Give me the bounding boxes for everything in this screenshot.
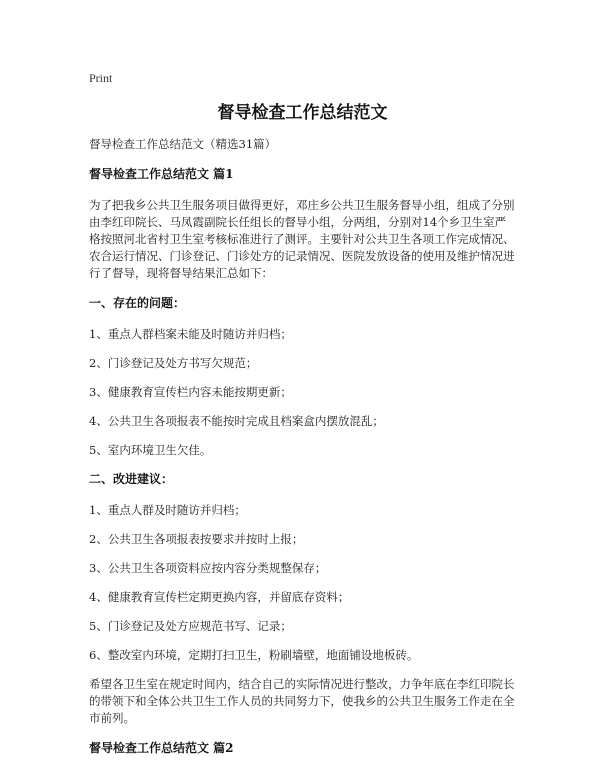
document-subtitle: 督导检查工作总结范文（精选31篇） [89, 137, 277, 151]
closing-paragraph: 希望各卫生室在规定时间内，结合自己的实际情况进行整改，力争年底在李红印院长的带领下和全体公共卫生工作人员的共同努力下，使我乡的公共卫生服务工作走在全市前列。 [89, 677, 515, 725]
suggestions-heading: 二、改进建议： [89, 472, 174, 486]
problems-heading: 一、存在的问题： [89, 296, 186, 310]
suggestion-item: 4、健康教育宣传栏定期更换内容，并留底存资料； [89, 590, 350, 604]
print-label[interactable]: Print [89, 71, 113, 85]
suggestions-list [89, 502, 516, 664]
problem-item: 5、室内环境卫生欠佳。 [89, 443, 212, 457]
problem-item: 2、门诊登记及处方书写欠规范； [89, 356, 258, 370]
suggestion-item: 6、整改室内环境，定期打扫卫生，粉刷墙壁，地面铺设地板砖。 [89, 648, 419, 662]
page-title: 督导检查工作总结范文 [217, 103, 388, 123]
suggestion-item: 5、门诊登记及处方应规范书写、记录； [89, 619, 292, 633]
problem-item: 1、重点人群档案未能及时随访并归档； [89, 327, 292, 341]
section-heading-2: 督导检查工作总结范文 篇2 [89, 741, 234, 755]
suggestion-item: 2、公共卫生各项报表按要求并按时上报； [89, 532, 304, 546]
intro-paragraph: 为了把我乡公共卫生服务项目做得更好，邓庄乡公共卫生服务督导小组，组成了分别由李红印院长、马凤霞副院长任组长的督导小组，分两组，分别对14个乡卫生室严格按照河北省村卫生室考核标准进行了测评。主要针对公共卫生各项工作完成情况、农合运行情况、门诊登记、门诊处方的记录情况、医院发放设备的使用及维护情况进行了督导，现将督导结果汇总如下： [89, 198, 515, 280]
problems-list [89, 326, 516, 459]
suggestion-item: 1、重点人群及时随访并归档； [89, 503, 246, 517]
problem-item: 4、公共卫生各项报表不能按时完成且档案盒内摆放混乱； [89, 414, 384, 428]
suggestion-item: 3、公共卫生各项资料应按内容分类规整保存； [89, 561, 327, 575]
section-heading-1: 督导检查工作总结范文 篇1 [89, 167, 234, 181]
problem-item: 3、健康教育宣传栏内容未能按期更新； [89, 385, 292, 399]
